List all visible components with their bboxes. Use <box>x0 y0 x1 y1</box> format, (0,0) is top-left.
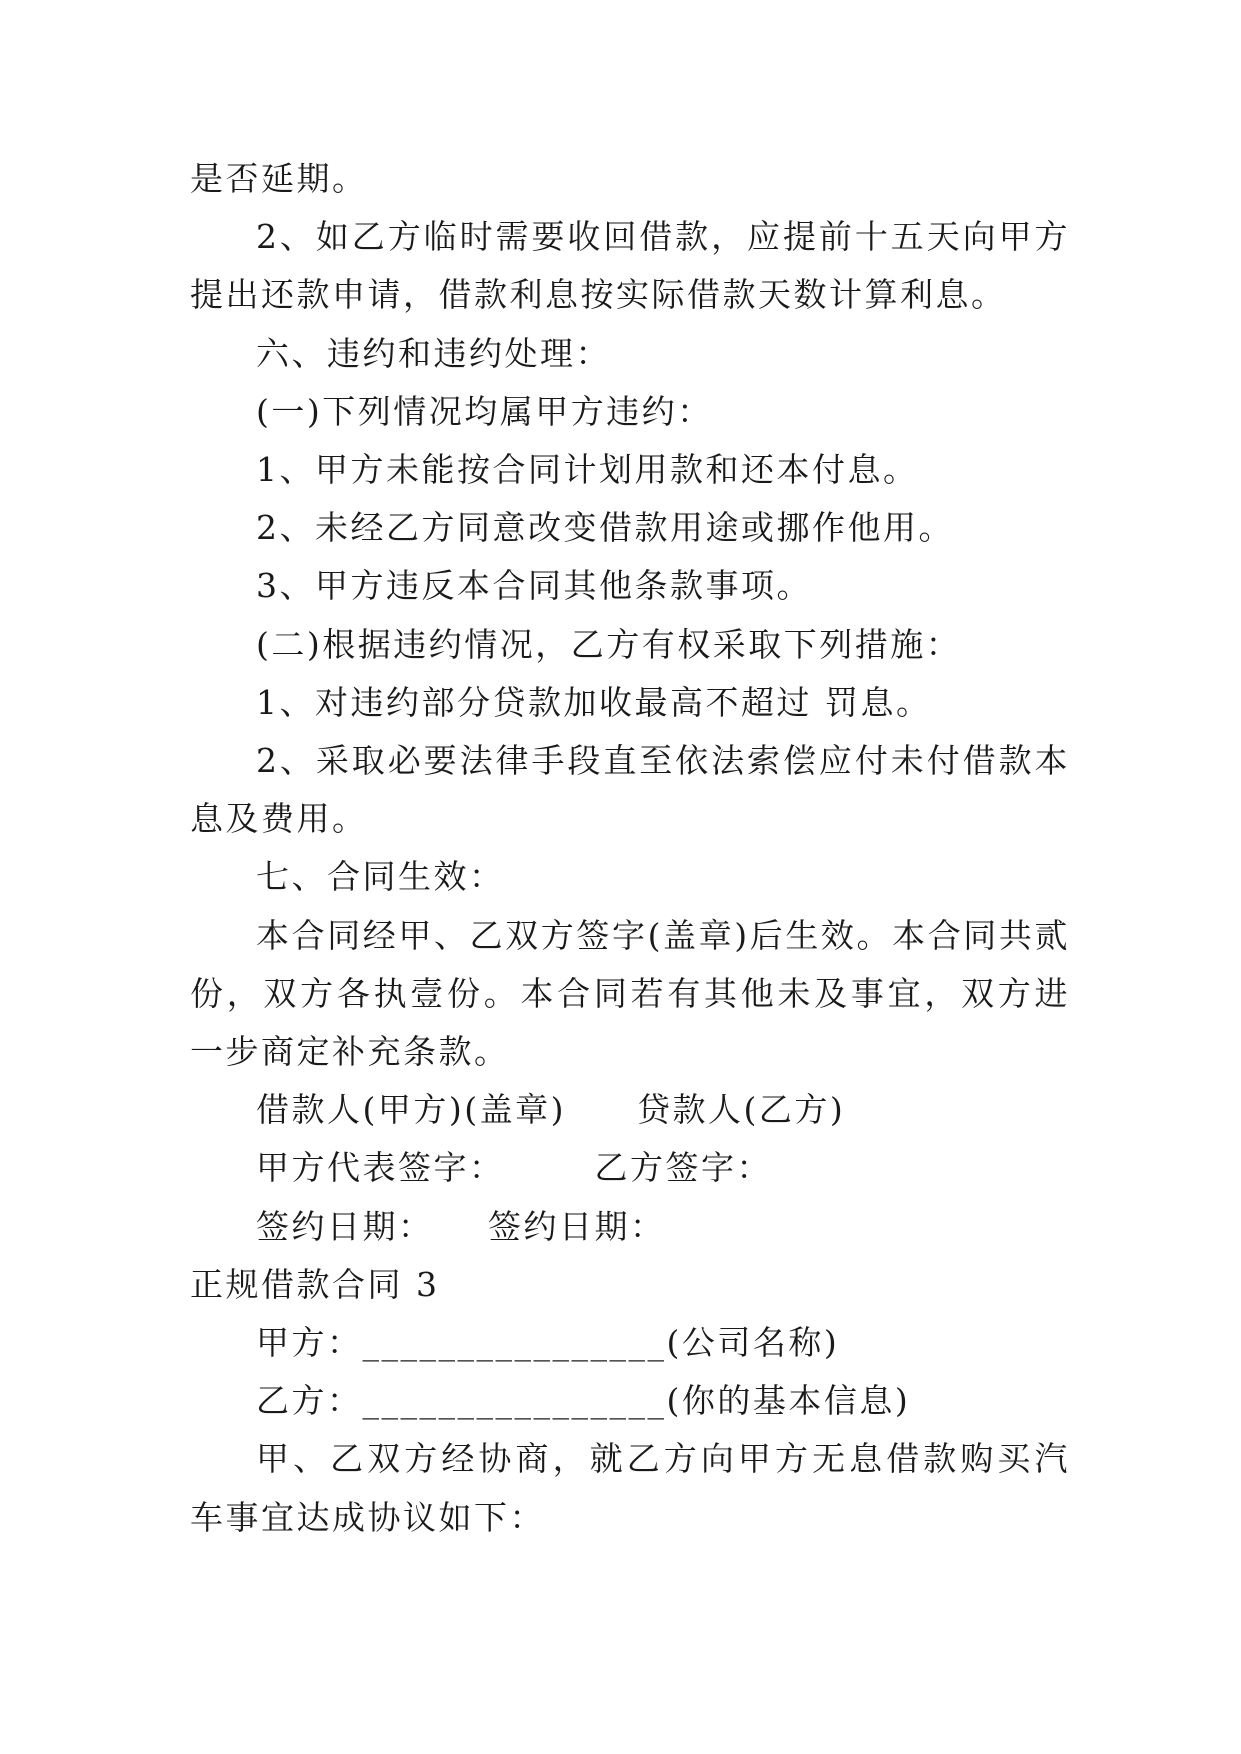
breach-item-2: 2、未经乙方同意改变借款用途或挪作他用。 <box>256 508 954 548</box>
agreement-intro: 甲、乙双方经协商，就乙方向甲方无息借款购买汽车事宜达成协议如下： <box>190 1439 1070 1537</box>
section-heading-breach: 六、违约和违约处理： <box>256 333 611 373</box>
signature-representatives-line: 甲方代表签字： 乙方签字： <box>256 1148 772 1188</box>
subsection-remedies: (二)根据违约情况，乙方有权采取下列措施： <box>256 624 962 664</box>
paragraph-extension-note: 是否延期。 <box>190 159 368 198</box>
signature-dates-line: 签约日期： 签约日期： <box>256 1206 666 1246</box>
remedy-item-2: 2、采取必要法律手段直至依法索偿应付未付借款本息及费用。 <box>190 741 1070 839</box>
signature-parties-line: 借款人(甲方)(盖章) 贷款人(乙方) <box>256 1090 846 1130</box>
document-body <box>190 150 1070 1547</box>
subsection-breach-cases: (一)下列情况均属甲方违约： <box>256 391 713 431</box>
contract-title: 正规借款合同 3 <box>190 1264 440 1304</box>
party-b-line: 乙方：________________(你的基本信息) <box>256 1381 911 1421</box>
remedy-item-1: 1、对违约部分贷款加收最高不超过 罚息。 <box>256 682 932 722</box>
section-heading-effectiveness: 七、合同生效： <box>256 857 505 897</box>
paragraph-effectiveness: 本合同经甲、乙双方签字(盖章)后生效。本合同共贰份，双方各执壹份。本合同若有其他未及事宜，双方进一步商定补充条款。 <box>190 915 1070 1072</box>
breach-item-3: 3、甲方违反本合同其他条款事项。 <box>256 566 812 606</box>
paragraph-early-repayment: 2、如乙方临时需要收回借款，应提前十五天向甲方提出还款申请，借款利息按实际借款天数计算利息。 <box>190 217 1070 315</box>
party-a-line: 甲方：________________(公司名称) <box>256 1323 840 1363</box>
breach-item-1: 1、甲方未能按合同计划用款和还本付息。 <box>256 450 919 490</box>
